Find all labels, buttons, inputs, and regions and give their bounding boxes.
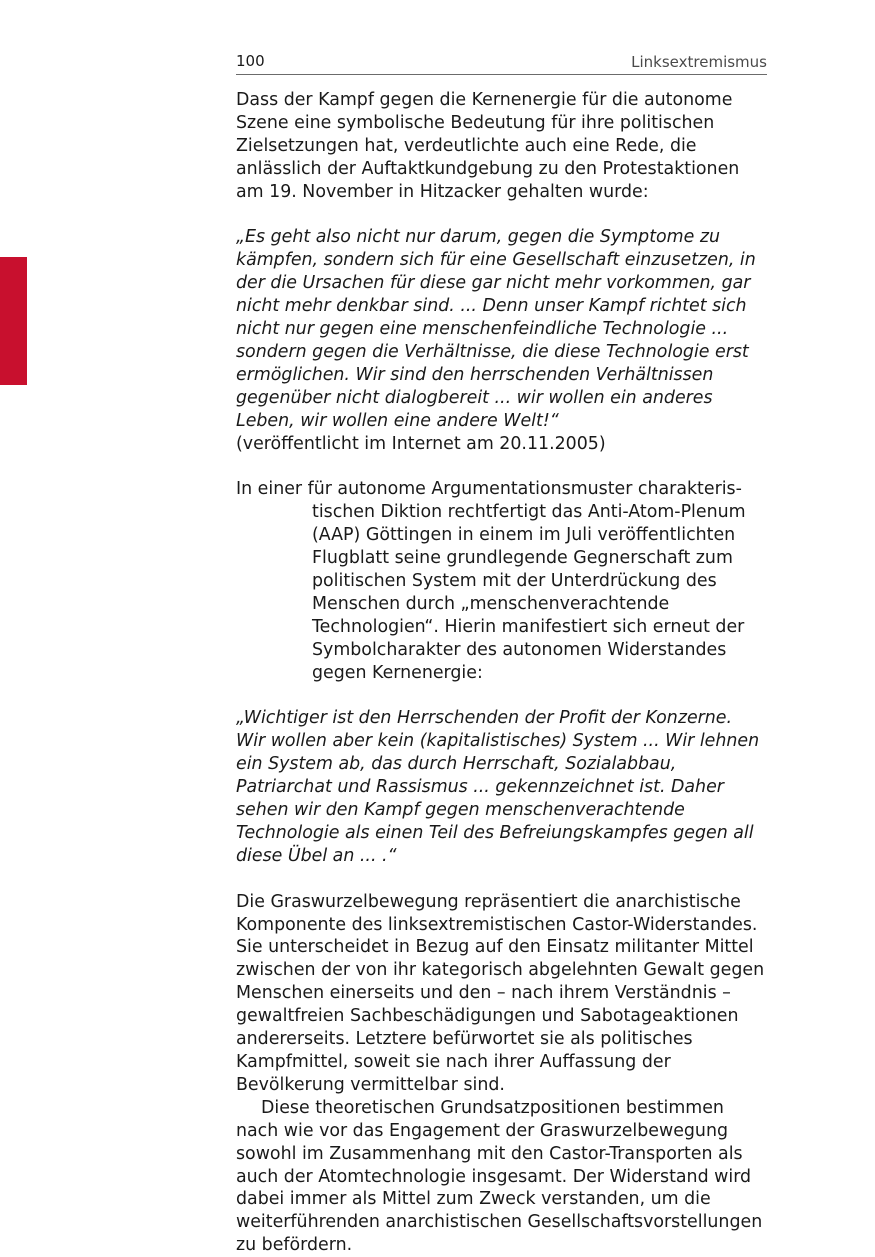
paragraph-positions: Diese theoretischen Grundsatzpositionen bestimmen nach wie vor das Engagement der Graswurzelbewegung sowohl im Zusammenhang mit den Castor-Transporten als auch der Atomtechnologie insgesamt. Der Widerstand wird dabei immer als Mittel zum Zweck verstanden, um die weiterführenden anarchistischen Gesellschaftsvorstellungen zu befördern. bbox=[236, 1097, 763, 1256]
paragraph-aap-first-line: In einer für autonome Argumentationsmuster charakteris- bbox=[236, 479, 742, 500]
paragraph-aap-continuation: tischen Diktion rechtfertigt das Anti-Atom-Plenum (AAP) Göttingen in einem im Juli veröffentlichten Flugblatt seine grundlegende Gegnerschaft zum politischen System mit der Unterdrückung des Menschen durch „menschenverachtende Technologien“. Hierin manifestiert sich erneut der Symbolcharakter des autonomen Widerstandes gegen Kernenergie: bbox=[312, 502, 746, 683]
paragraph-graswurzel: Die Graswurzelbewegung repräsentiert die anarchistische Komponente des linksextremistischen Castor-Widerstandes. Sie unterscheidet in Bezug auf den Einsatz militanter Mittel zwischen der von ihr kategorisch abgelehnten Gewalt gegen Menschen einerseits und den – nach ihrem Verständnis – gewaltfreien Sachbeschädigungen und Sabotageaktionen andererseits. Letztere befürwortet sie als politisches Kampfmittel, soweit sie nach ihrer Auffassung der Bevölkerung vermittelbar sind. bbox=[236, 891, 765, 1095]
running-head: Linksextremismus bbox=[631, 53, 767, 71]
page-number: 100 bbox=[236, 52, 265, 70]
chapter-marker-tab bbox=[0, 257, 27, 385]
paragraph-aap bbox=[236, 478, 766, 684]
quote-source: (veröffentlicht im Internet am 20.11.2005) bbox=[236, 433, 606, 454]
quote-flyer: „Wichtiger ist den Herrschenden der Profit der Konzerne. Wir wollen aber kein (kapitalistisches) System ... Wir lehnen ein System ab, das durch Herrschaft, Sozialabbau, Patriarchat und Rassismus ... gekennzeichnet ist. Daher sehen wir den Kampf gegen menschenverachtende Technologie als einen Teil des Befreiungskampfes gegen all diese Übel an ... .“ bbox=[236, 708, 760, 866]
quote-speech: „Es geht also nicht nur darum, gegen die Symptome zu kämpfen, sondern sich für eine Gesellschaft einzusetzen, in der die Ursachen für diese gar nicht mehr vorkommen, gar nicht mehr denkbar sind. ... Denn unser Kampf richtet sich nicht nur gegen eine menschenfeindliche Technologie ... sondern gegen die Verhältnisse, die diese Technologie erst ermöglichen. Wir sind den herrschenden Verhältnissen gegenüber nicht dialogbereit ... wir wollen ein anderes Leben, wir wollen eine andere Welt!“ bbox=[236, 227, 756, 431]
page-header bbox=[236, 50, 767, 75]
page-body bbox=[236, 89, 766, 1257]
paragraph-intro: Dass der Kampf gegen die Kernenergie für die autonome Szene eine symbolische Bedeutung für ihre politischen Zielsetzungen hat, verdeutlichte auch eine Rede, die anlässlich der Auftaktkundgebung zu den Protestaktionen am 19. November in Hitzacker gehalten wurde: bbox=[236, 90, 740, 202]
